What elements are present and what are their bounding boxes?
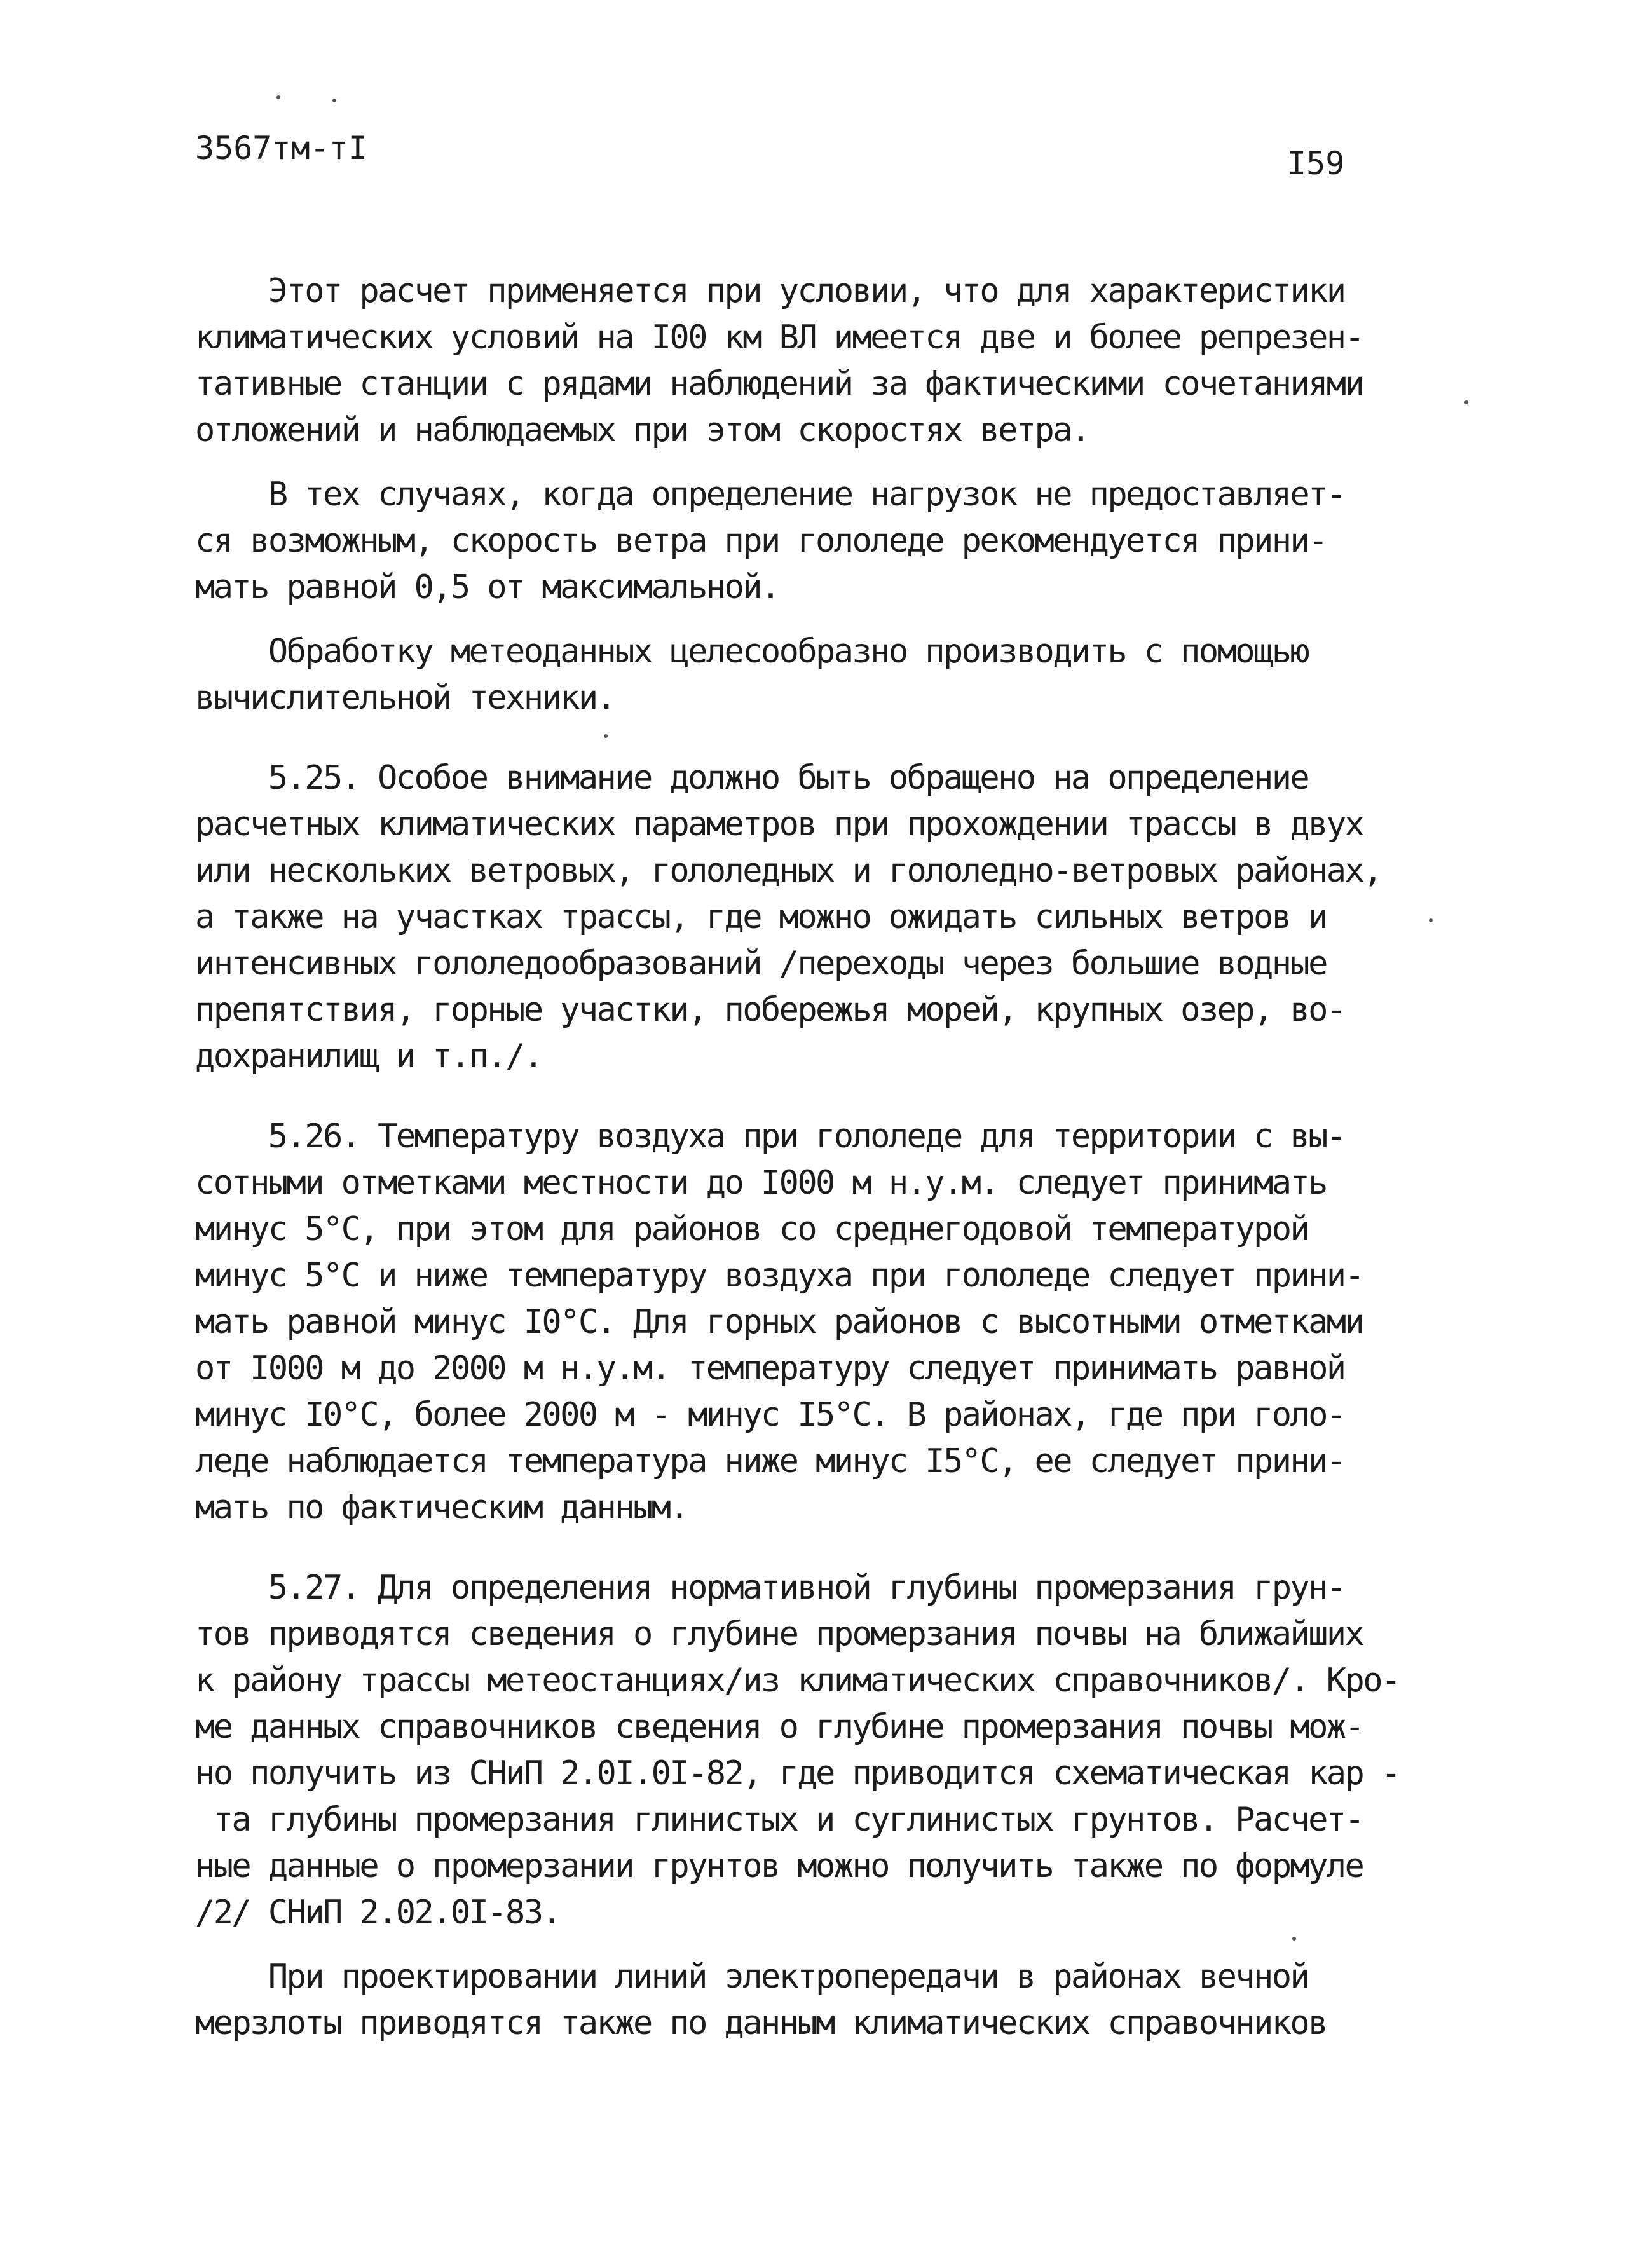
page-number: I59 [1287,145,1345,182]
text-line: расчетных климатических параметров при прохождении трассы в двух [195,805,1363,843]
text-line: ся возможным, скорость ветра при гололеде рекомендуется прини- [195,522,1327,560]
text-line: от I000 м до 2000 м н.у.м. температуру следует принимать равной [195,1349,1345,1388]
scan-speck [276,95,280,99]
text-line: сотными отметками местности до I000 м н.у.м. следует принимать [195,1164,1327,1202]
document-code: 3567тм-тI [195,130,367,167]
text-line: ные данные о промерзании грунтов можно получить также по формуле [195,1847,1363,1885]
text-line: вычислительной техники. [195,679,615,717]
text-line: отложений и наблюдаемых при этом скоростях ветра. [195,411,1089,449]
scan-speck [1464,400,1468,404]
text-line: мать равной 0,5 от максимальной. [195,568,779,606]
text-line: или нескольких ветровых, гололедных и гололедно-ветровых районах, [195,852,1381,890]
text-line: мать равной минус I0°С. Для горных районов с высотными отметками [195,1303,1363,1341]
text-line: та глубины промерзания глинистых и суглинистых грунтов. Расчет- [195,1801,1363,1839]
text-line: мерзлоты приводятся также по данным климатических справочников [195,2004,1327,2042]
text-line: а также на участках трассы, где можно ожидать сильных ветров и [195,898,1327,936]
text-line: В тех случаях, когда определение нагрузок не предоставляет- [195,475,1345,514]
text-line: 5.25. Особое внимание должно быть обращено на определение [195,759,1309,797]
scan-speck [1292,1937,1296,1941]
text-line: леде наблюдается температура ниже минус I5°С, ее следует прини- [195,1442,1345,1480]
text-line: Этот расчет применяется при условии, что для характеристики [195,272,1345,310]
text-line: тов приводятся сведения о глубине промерзания почвы на ближайших [195,1615,1363,1653]
text-line: 5.26. Температуру воздуха при гололеде для территории с вы- [195,1117,1345,1156]
text-line: минус I0°С, более 2000 м - минус I5°С. В районах, где при голо- [195,1396,1345,1434]
text-line: препятствия, горные участки, побережья морей, крупных озер, во- [195,991,1345,1029]
text-line: ме данных справочников сведения о глубине промерзания почвы мож- [195,1708,1363,1746]
text-line: Обработку метеоданных целесообразно производить с помощью [195,632,1309,671]
text-line: минус 5°С и ниже температуру воздуха при гололеде следует прини- [195,1257,1363,1295]
text-line: но получить из СНиП 2.0I.0I-82, где приводится схематическая кар - [195,1754,1400,1792]
text-line: тативные станции с рядами наблюдений за фактическими сочетаниями [195,365,1363,403]
text-line: минус 5°С, при этом для районов со среднегодовой температурой [195,1210,1309,1248]
text-line: При проектировании линий электропередачи в районах вечной [195,1958,1309,1996]
scan-speck [1429,918,1433,922]
text-line: 5.27. Для определения нормативной глубины промерзания грун- [195,1569,1345,1607]
text-line: интенсивных гололедообразований /переходы через большие водные [195,945,1327,983]
text-line: климатических условий на I00 км ВЛ имеется две и более репрезен- [195,318,1363,357]
scan-speck [604,734,608,738]
text-line: мать по фактическим данным. [195,1489,688,1527]
scan-speck [332,99,336,102]
text-line: к району трассы метеостанциях/из климатических справочников/. Кро- [195,1662,1400,1700]
text-line: /2/ СНиП 2.02.0I-83. [195,1894,561,1932]
text-line: дохранилищ и т.п./. [195,1037,542,1075]
